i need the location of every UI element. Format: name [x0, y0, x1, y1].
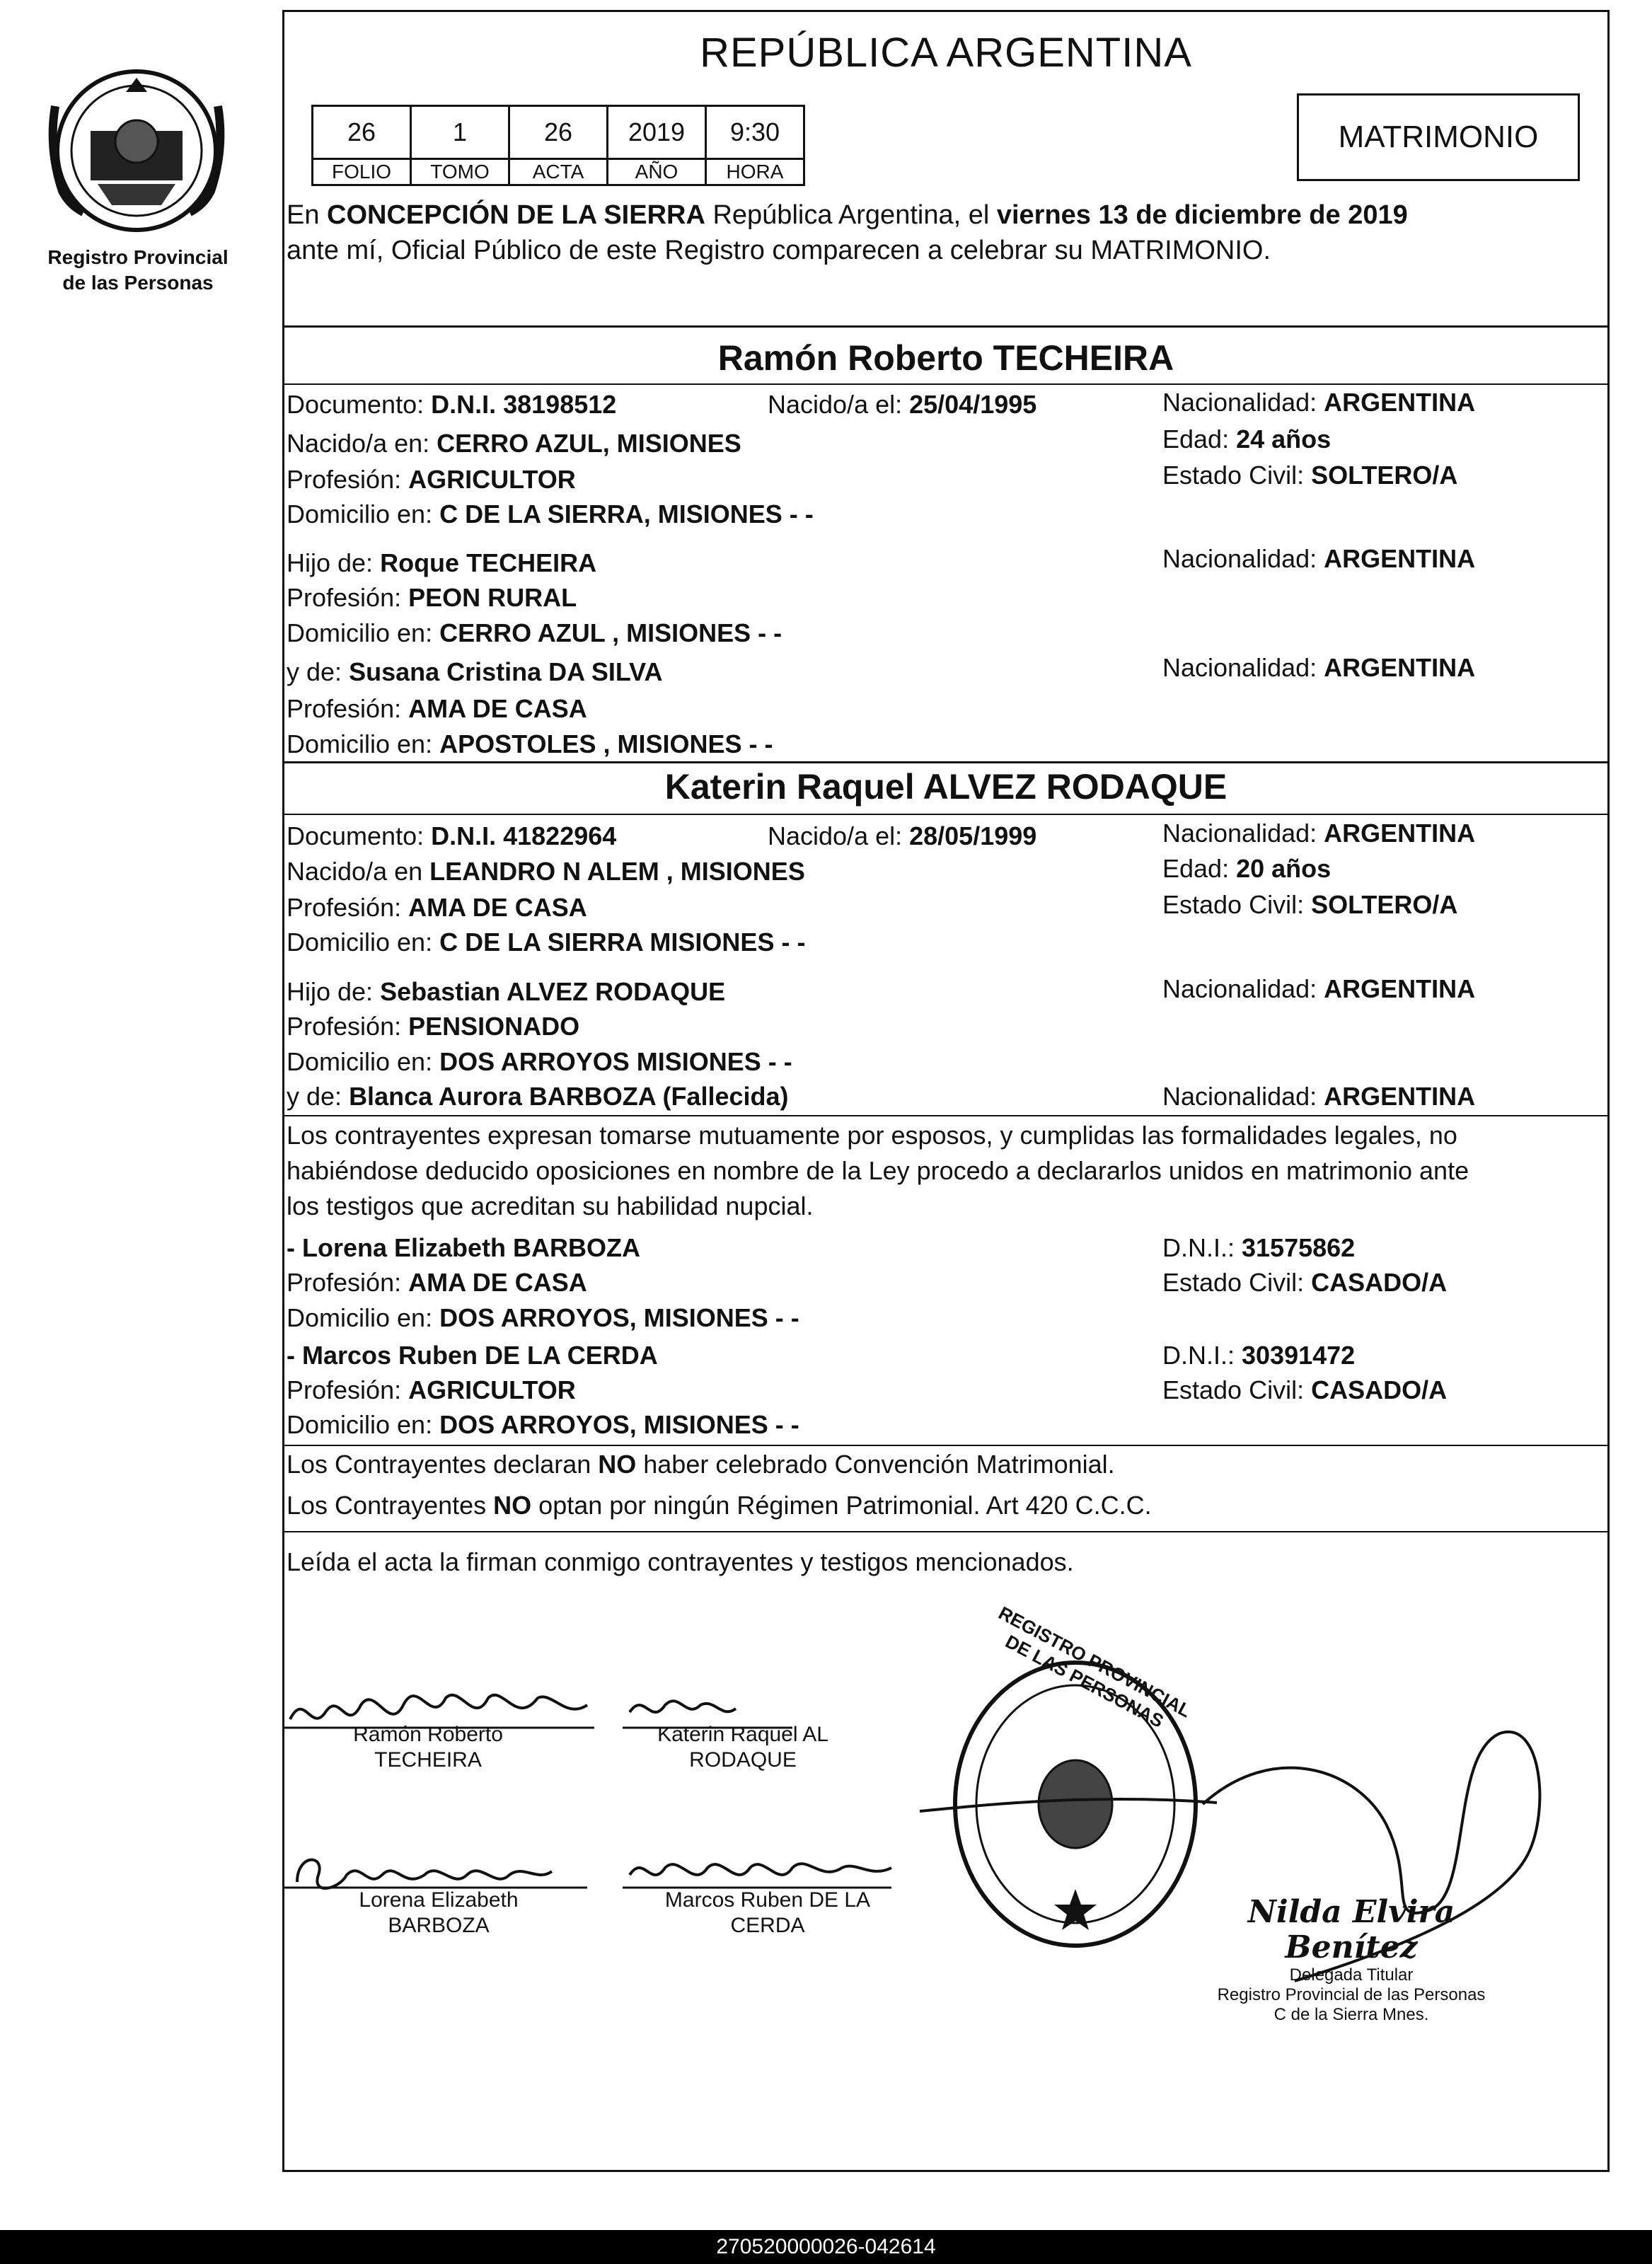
registry-logo: [41, 64, 232, 238]
divider: [282, 814, 1610, 815]
bride-age: Edad: 20 años: [1162, 854, 1332, 883]
groom-born-date: Nacido/a el: 25/04/1995: [768, 390, 1037, 419]
witness2-name: - Marcos Ruben DE LA CERDA: [287, 1341, 658, 1370]
witness2-signature-caption: Marcos Ruben DE LA CERDA: [664, 1888, 871, 1937]
tomo-value: 1: [411, 106, 509, 159]
witness1-dni: D.N.I.: 31575862: [1162, 1233, 1356, 1262]
declaration-text: Los contrayentes expresan tomarse mutuamente por esposos, y cumplidas las formalidades legales, no habiéndose deducido oposiciones en nombre de la Ley procedo a declararlos unidos en matrimonio ante los testigos que acreditan su habilidad nupcial.: [287, 1121, 1469, 1220]
divider: [282, 1115, 1610, 1116]
groom-mother-domicile: Domicilio en: APOSTOLES , MISIONES - -: [287, 729, 773, 758]
groom-father-nationality: Nacionalidad: ARGENTINA: [1162, 544, 1476, 573]
bride-signature-caption: Katerin Raquel AL RODAQUE: [657, 1723, 828, 1772]
groom-domicile: Domicilio en: C DE LA SIERRA, MISIONES - -: [287, 499, 814, 529]
bride-born-in: Nacido/a en LEANDRO N ALEM , MISIONES: [287, 857, 805, 886]
witness1-signature-caption: Lorena Elizabeth BARBOZA: [359, 1888, 519, 1937]
groom-signature-caption: Ramón Roberto TECHEIRA: [353, 1723, 503, 1772]
page-title: REPÚBLICA ARGENTINA: [700, 30, 1192, 76]
bride-profession: Profesión: AMA DE CASA: [287, 893, 587, 922]
intro-line2: ante mí, Oficial Público de este Registro comparecen a celebrar su MATRIMONIO.: [287, 236, 1271, 265]
act-type-box: MATRIMONIO: [1297, 93, 1580, 181]
registry-name: [21, 245, 255, 296]
witness1-civil-status: Estado Civil: CASADO/A: [1162, 1268, 1448, 1297]
groom-father-profession: Profesión: PEON RURAL: [287, 583, 577, 612]
bride-document: Documento: D.N.I. 41822964: [287, 821, 617, 850]
official-office: Registro Provincial de las Personas: [1217, 1985, 1486, 2004]
bride-name: Katerin Raquel ALVEZ RODAQUE: [664, 767, 1228, 807]
folio-table: [311, 105, 805, 186]
stamp-text: REGISTRO PROVINCIAL DE LAS PERSONAS: [995, 1602, 1195, 1732]
groom-name: Ramón Roberto TECHEIRA: [717, 338, 1174, 378]
groom-civil-status: Estado Civil: SOLTERO/A: [1162, 461, 1458, 490]
witness2-dni: D.N.I.: 30391472: [1162, 1341, 1356, 1370]
document-code-footer: 270520000026-042614: [0, 2230, 1652, 2264]
bride-born-date: Nacido/a el: 28/05/1999: [768, 821, 1037, 850]
bride-father-nationality: Nacionalidad: ARGENTINA: [1162, 974, 1476, 1003]
registry-name-line1: Registro Provincial: [47, 246, 229, 268]
acta-value: 26: [509, 106, 608, 159]
bride-father-domicile: Domicilio en: DOS ARROYOS MISIONES - -: [287, 1047, 792, 1076]
divider: [282, 383, 1610, 385]
folio-value: 26: [313, 106, 411, 159]
acta-label: ACTA: [509, 159, 608, 185]
witness2-profession: Profesión: AGRICULTOR: [287, 1375, 576, 1404]
hora-value: 9:30: [706, 106, 804, 159]
groom-born-in: Nacido/a en: CERRO AZUL, MISIONES: [287, 429, 741, 458]
anio-value: 2019: [608, 106, 706, 159]
groom-age: Edad: 24 años: [1162, 424, 1332, 454]
bride-mother: y de: Blanca Aurora BARBOZA (Fallecida): [287, 1082, 789, 1111]
official-signature: Nilda Elvira Benítez: [1247, 1894, 1455, 1965]
witness1-domicile: Domicilio en: DOS ARROYOS, MISIONES - -: [287, 1303, 799, 1332]
convention-line2: Los Contrayentes NO optan por ningún Régimen Patrimonial. Art 420 C.C.C.: [287, 1491, 1152, 1520]
official-location: C de la Sierra Mnes.: [1273, 2005, 1429, 2024]
witness2-domicile: Domicilio en: DOS ARROYOS, MISIONES - -: [287, 1410, 799, 1439]
groom-mother-nationality: Nacionalidad: ARGENTINA: [1162, 653, 1476, 682]
reading-statement: Leída el acta la firman conmigo contrayentes y testigos mencionados.: [287, 1547, 1074, 1576]
divider: [282, 1531, 1610, 1532]
groom-mother-profession: Profesión: AMA DE CASA: [287, 694, 587, 723]
bride-mother-nationality: Nacionalidad: ARGENTINA: [1162, 1082, 1476, 1111]
bride-civil-status: Estado Civil: SOLTERO/A: [1162, 890, 1458, 919]
official-title: Delegada Titular: [1289, 1965, 1414, 1985]
hora-label: HORA: [706, 159, 804, 185]
divider: [282, 1445, 1610, 1446]
groom-profession: Profesión: AGRICULTOR: [287, 465, 576, 494]
divider: [282, 761, 1610, 763]
witness2-civil-status: Estado Civil: CASADO/A: [1162, 1375, 1448, 1404]
bride-father: Hijo de: Sebastian ALVEZ RODAQUE: [287, 977, 726, 1006]
groom-father: Hijo de: Roque TECHEIRA: [287, 548, 597, 577]
witness1-name: - Lorena Elizabeth BARBOZA: [287, 1233, 641, 1262]
folio-label: FOLIO: [313, 159, 411, 185]
bride-father-profession: Profesión: PENSIONADO: [287, 1012, 580, 1041]
bride-nationality: Nacionalidad: ARGENTINA: [1162, 819, 1476, 848]
bride-domicile: Domicilio en: C DE LA SIERRA MISIONES - -: [287, 928, 806, 957]
groom-document: Documento: D.N.I. 38198512: [287, 390, 617, 419]
registry-name-line2: de las Personas: [62, 272, 214, 294]
divider: [282, 325, 1610, 328]
tomo-label: TOMO: [411, 159, 509, 185]
official-signature-block: [1182, 1895, 1521, 2025]
groom-mother: y de: Susana Cristina DA SILVA: [287, 657, 663, 686]
witness1-profession: Profesión: AMA DE CASA: [287, 1268, 587, 1297]
convention-line1: Los Contrayentes declaran NO haber celebrado Convención Matrimonial.: [287, 1450, 1115, 1479]
groom-nationality: Nacionalidad: ARGENTINA: [1162, 388, 1476, 417]
intro-line1: En CONCEPCIÓN DE LA SIERRA República Argentina, el viernes 13 de diciembre de 2019: [287, 200, 1408, 230]
anio-label: AÑO: [608, 159, 706, 185]
groom-father-domicile: Domicilio en: CERRO AZUL , MISIONES - -: [287, 618, 782, 647]
